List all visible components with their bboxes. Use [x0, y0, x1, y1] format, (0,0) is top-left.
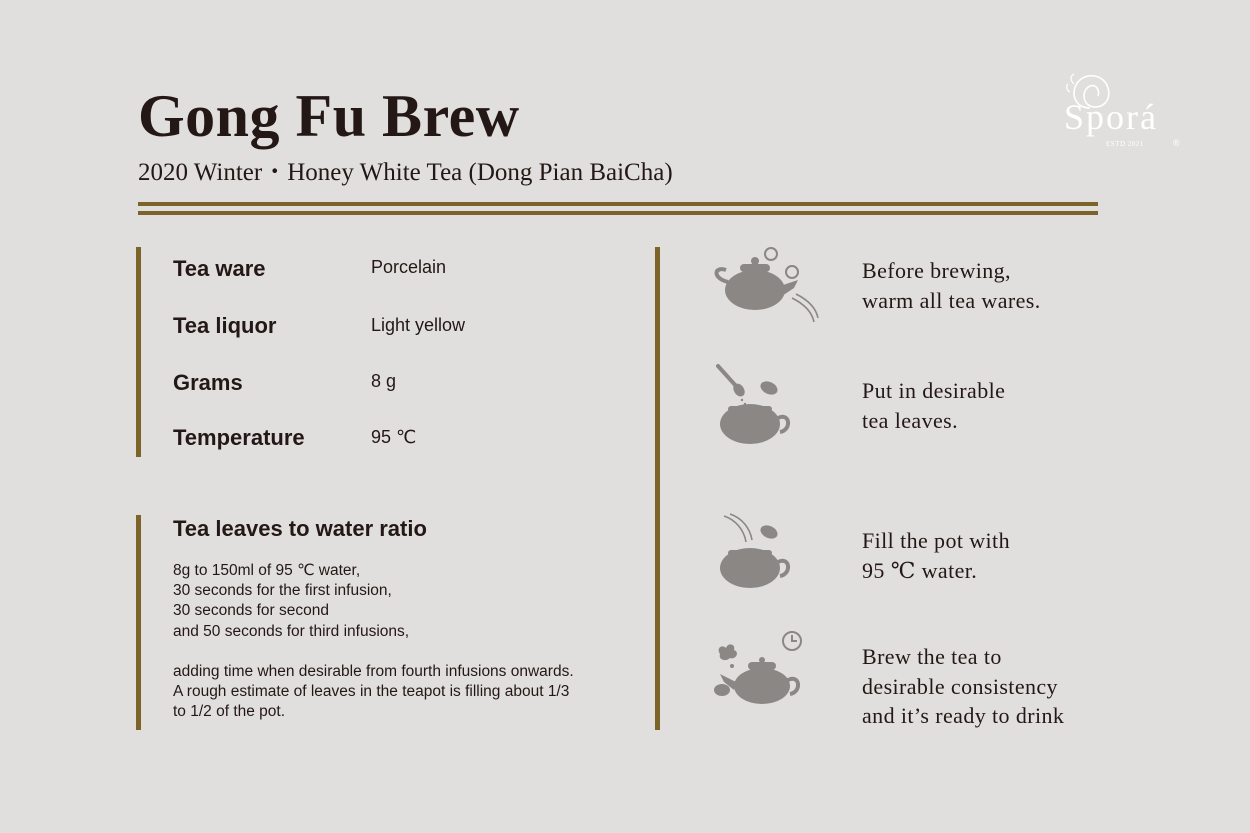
- spec-label-tea-ware: Tea ware: [173, 256, 266, 281]
- spec-value-tea-ware: Porcelain: [371, 257, 447, 277]
- step-text-brew: Brew the tea to desirable consistency and it’s ready to drink: [862, 644, 1065, 728]
- step-text-leaves: Put in desirable tea leaves.: [862, 378, 1006, 433]
- brew-timer-icon: [712, 630, 807, 710]
- fill-water-icon: [710, 512, 800, 592]
- step-text-warm: Before brewing, warm all tea wares.: [862, 258, 1041, 313]
- add-leaves-icon: [710, 362, 800, 447]
- spec-label-temperature: Temperature: [173, 425, 305, 450]
- spec-value-temperature: 95 ℃: [371, 427, 417, 447]
- page-title: Gong Fu Brew: [138, 83, 520, 149]
- ratio-body: 8g to 150ml of 95 ℃ water, 30 seconds for the first infusion, 30 seconds for second and 50 seconds for third infusions, adding time when desirable from fourth infusions onwards. A rough estimate of leaves in the teapot is filling about 1/3 to 1/2 of the pot.: [173, 562, 574, 721]
- brand-logo: [1060, 66, 1200, 156]
- logo-registered: ®: [1173, 138, 1180, 148]
- spec-label-tea-liquor: Tea liquor: [173, 313, 277, 338]
- ratio-accent-bar: [136, 515, 141, 730]
- page-subtitle: 2020 Winter・Honey White Tea (Dong Pian BaiCha): [138, 159, 673, 186]
- spec-value-tea-liquor: Light yellow: [371, 315, 466, 335]
- spec-label-grams: Grams: [173, 370, 243, 395]
- specs-accent-bar: [136, 247, 141, 457]
- header-rule-top: [138, 202, 1098, 206]
- step-text-fill: Fill the pot with 95 ℃ water.: [862, 528, 1010, 583]
- column-divider: [655, 247, 660, 730]
- logo-estd: ESTD 2021: [1106, 140, 1144, 148]
- logo-wordmark: Sporá: [1064, 97, 1158, 137]
- spec-value-grams: 8 g: [371, 371, 397, 391]
- header-rule-bottom: [138, 211, 1098, 215]
- ratio-title: Tea leaves to water ratio: [173, 516, 427, 541]
- warm-teapot-icon: [710, 242, 825, 327]
